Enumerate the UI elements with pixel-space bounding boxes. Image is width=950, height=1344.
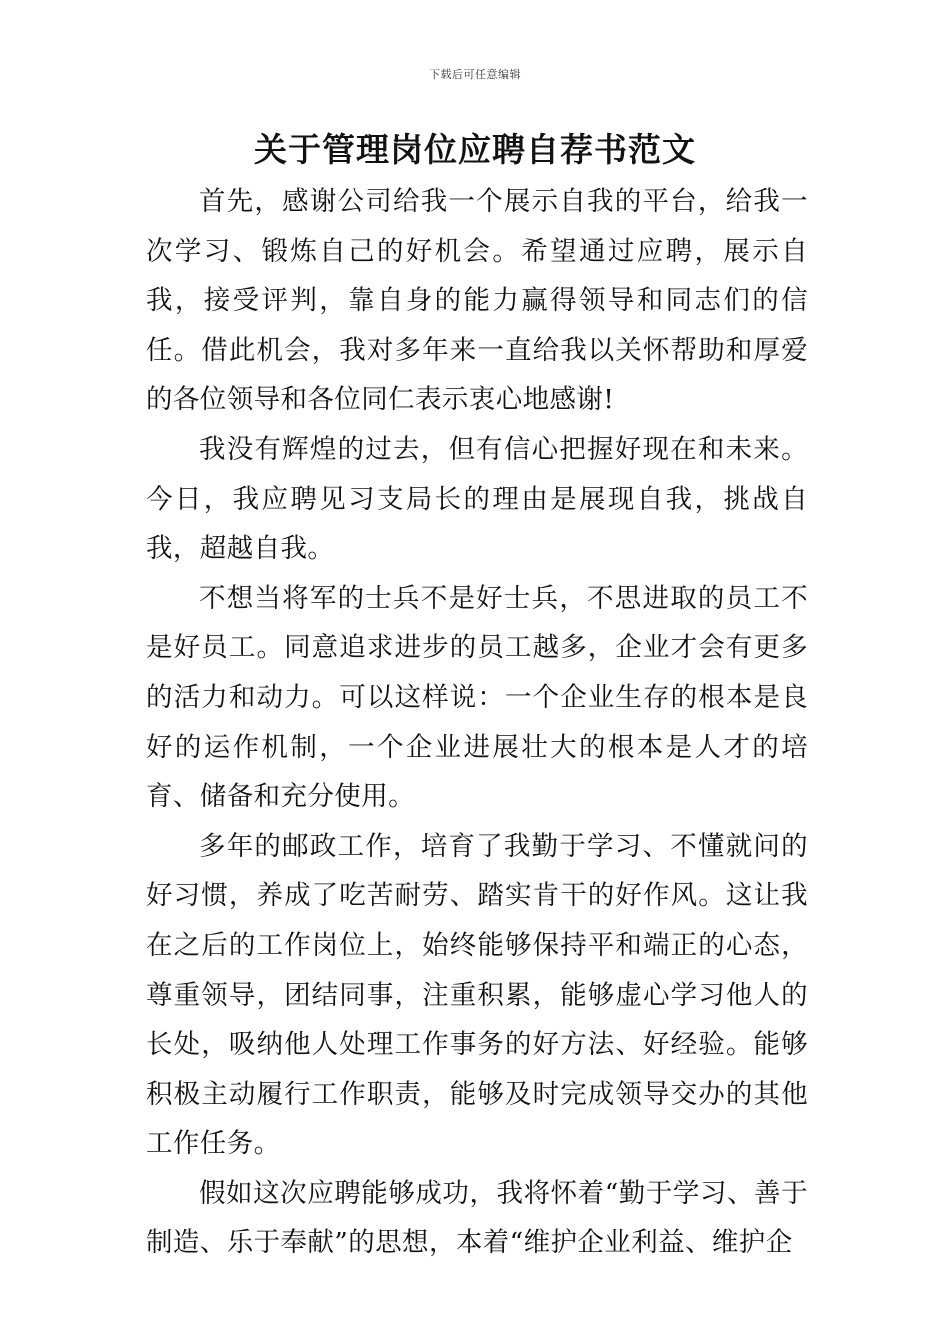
paragraph: 我没有辉煌的过去，但有信心把握好现在和未来。今日，我应聘见习支局长的理由是展现自我，挑战自我，超越自我。 (146, 433, 808, 565)
paragraph: 多年的邮政工作，培育了我勤于学习、不懂就问的好习惯，养成了吃苦耐劳、踏实肯干的好作风。这让我在之后的工作岗位上，始终能够保持平和端正的心态，尊重领导，团结同事，注重积累，能够虚心学习他人的长处，吸纳他人处理工作事务的好方法、好经验。能够积极主动履行工作职责，能够及时完成领导交办的其他工作任务。 (146, 830, 808, 1160)
paragraph: 假如这次应聘能够成功，我将怀着“勤于学习、善于制造、乐于奉献”的思想，本着“维护企业利益、维护企 (146, 1177, 808, 1259)
document-title: 关于管理岗位应聘自荐书范文 (254, 130, 696, 169)
paragraph: 首先，感谢公司给我一个展示自我的平台，给我一次学习、锻炼自己的好机会。希望通过应聘，展示自我，接受评判，靠自身的能力赢得领导和同志们的信任。借此机会，我对多年来一直给我以关怀帮助和厚爱的各位领导和各位同仁表示衷心地感谢! (146, 186, 808, 416)
header-note: 下载后可任意编辑 (429, 68, 521, 81)
paragraph: 不想当将军的士兵不是好士兵，不思进取的员工不是好员工。同意追求进步的员工越多，企业才会有更多的活力和动力。可以这样说：一个企业生存的根本是良好的运作机制，一个企业进展壮大的根本是人才的培育、储备和充分使用。 (146, 582, 808, 813)
document-body (146, 177, 808, 1268)
